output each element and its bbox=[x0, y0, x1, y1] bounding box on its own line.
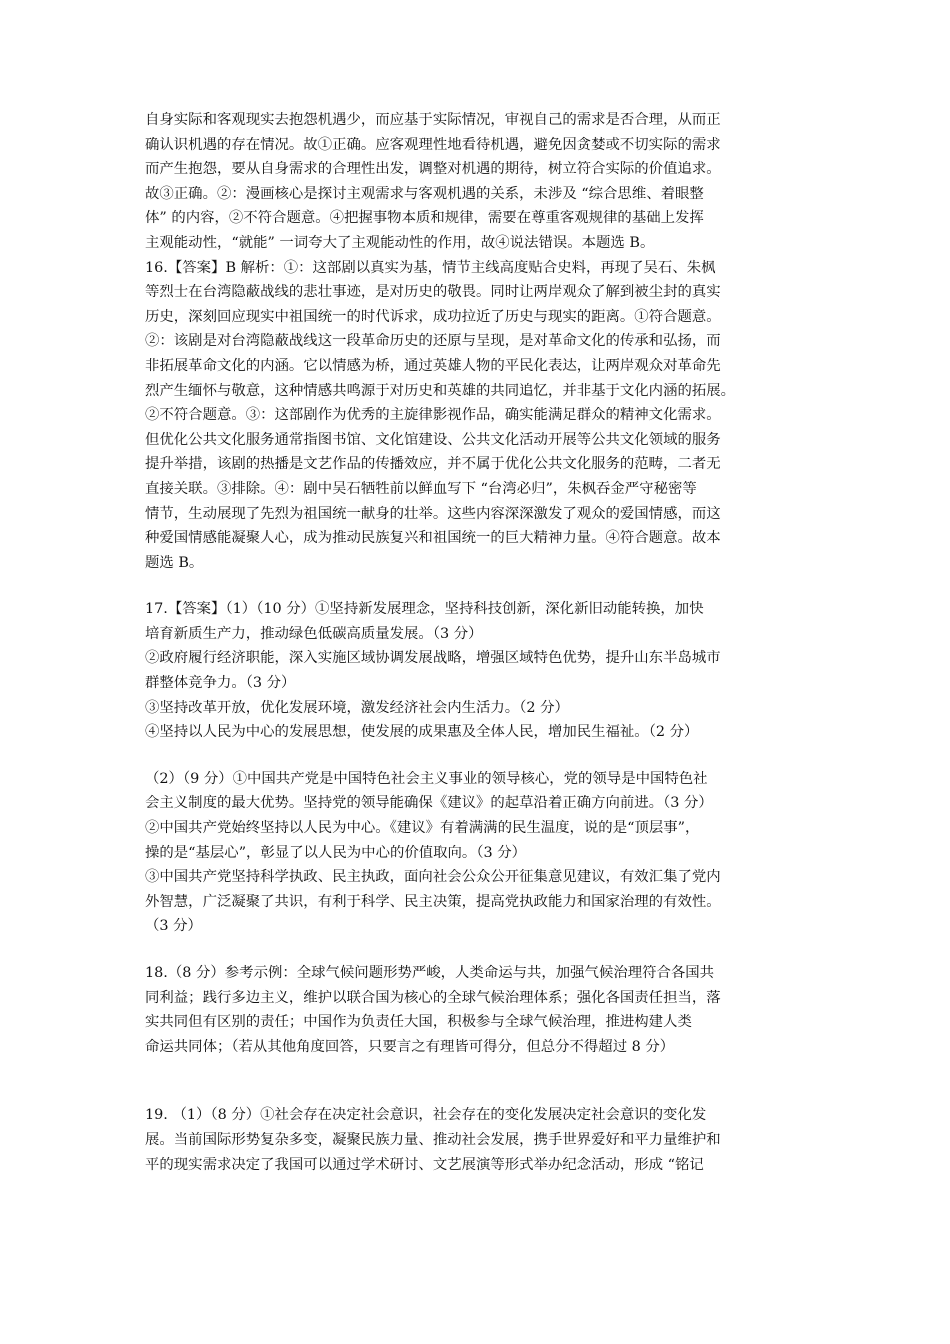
text-line: ③中国共产党坚持科学执政、民主执政，面向社会公众公开征集意见建议，有效汇集了党内 bbox=[145, 869, 721, 886]
text-line: 同利益；践行多边主义，维护以联合国为核心的全球气候治理体系；强化各国责任担当，落 bbox=[145, 989, 721, 1006]
text-line: 题选 B。 bbox=[145, 554, 204, 571]
text-line: 培育新质生产力，推动绿色低碳高质量发展。（3 分） bbox=[145, 625, 483, 642]
document-page bbox=[145, 108, 813, 1177]
text-line: ②不符合题意。③：这部剧作为优秀的主旋律影视作品，确实能满足群众的精神文化需求。 bbox=[145, 407, 721, 424]
text-line: ④坚持以人民为中心的发展思想，使发展的成果惠及全体人民，增加民生福祉。（2 分） bbox=[145, 724, 699, 741]
text-line: 故③正确。②：漫画核心是探讨主观需求与客观机遇的关系，未涉及 “综合思维、着眼整 bbox=[145, 185, 704, 202]
question-17-part-1 bbox=[145, 597, 813, 745]
text-line: 主观能动性，“就能” 一词夸大了主观能动性的作用，故④说法错误。本题选 B。 bbox=[145, 234, 655, 251]
text-line: 直接关联。③排除。④：剧中吴石牺牲前以鲜血写下 “台湾必归”，朱枫吞金严守秘密等 bbox=[145, 480, 697, 497]
text-line: 18.（8 分）参考示例：全球气候问题形势严峻，人类命运与共，加强气候治理符合各国共 bbox=[145, 965, 715, 981]
text-line: 非拓展革命文化的内涵。它以情感为桥，通过英雄人物的平民化表达，让两岸观众对革命先 bbox=[145, 357, 721, 374]
text-line: 展。当前国际形势复杂多变，凝聚民族力量、推动社会发展，携手世界爱好和平力量维护和 bbox=[145, 1131, 721, 1148]
text-line: 而产生抱怨，要从自身需求的合理性出发，调整对机遇的期待，树立符合实际的价值追求。 bbox=[145, 161, 721, 178]
text-line: 19. （1）（8 分）①社会存在决定社会意识，社会存在的变化发展决定社会意识的变化发 bbox=[145, 1107, 707, 1124]
text-line: 17.【答案】（1）（10 分）①坚持新发展理念，坚持科技创新，深化新旧动能转换，加快 bbox=[145, 601, 704, 618]
text-line: 种爱国情感能凝聚人心，成为推动民族复兴和祖国统一的巨大精神力量。④符合题意。故本 bbox=[145, 530, 721, 547]
text-line: ②政府履行经济职能，深入实施区域协调发展战略，增强区域特色优势，提升山东半岛城市 bbox=[145, 650, 721, 667]
text-line: 提升举措，该剧的热播是文艺作品的传播效应，并不属于优化公共文化服务的范畴，二者无 bbox=[145, 456, 721, 473]
text-line: ②中国共产党始终坚持以人民为中心。《建议》有着满满的民生温度，说的是“顶层事”， bbox=[145, 820, 700, 837]
question-19-part-1 bbox=[145, 1103, 813, 1177]
text-line: 实共同但有区别的责任；中国作为负责任大国，积极参与全球气候治理，推进构建人类 bbox=[145, 1014, 692, 1031]
text-line: （3 分） bbox=[145, 918, 202, 935]
text-line: 操的是“基层心”，彰显了以人民为中心的价值取向。（3 分） bbox=[145, 844, 527, 861]
text-line: 确认识机遇的存在情况。故①正确。应客观理性地看待机遇，避免因贪婪或不切实际的需求 bbox=[145, 136, 721, 153]
text-line: ③坚持改革开放，优化发展环境，激发经济社会内生活力。（2 分） bbox=[145, 699, 569, 716]
text-line: 但优化公共文化服务通常指图书馆、文化馆建设、公共文化活动开展等公共文化领域的服务 bbox=[145, 431, 721, 448]
question-17-part-2 bbox=[145, 767, 813, 939]
text-line: 会主义制度的最大优势。坚持党的领导能确保《建议》的起草沿着正确方向前进。（3 分） bbox=[145, 795, 713, 812]
text-line: 平的现实需求决定了我国可以通过学术研讨、文艺展演等形式举办纪念活动，形成 “铭记 bbox=[145, 1156, 704, 1173]
text-line: 命运共同体；（若从其他角度回答，只要言之有理皆可得分，但总分不得超过 8 分） bbox=[145, 1038, 675, 1055]
text-line: 16.【答案】B 解析：①：这部剧以真实为基，情节主线高度贴合史料，再现了吴石、朱枫 bbox=[145, 259, 716, 276]
text-line: 体” 的内容，②不符合题意。④把握事物本质和规律，需要在尊重客观规律的基础上发挥 bbox=[145, 210, 704, 227]
text-line: 情节，生动展现了先烈为祖国统一献身的壮举。这些内容深深激发了观众的爱国情感，而这 bbox=[145, 505, 721, 522]
text-line: 自身实际和客观现实去抱怨机遇少，而应基于实际情况，审视自己的需求是否合理，从而正 bbox=[145, 112, 721, 128]
text-line: 烈产生缅怀与敬意，这种情感共鸣源于对历史和英雄的共同追忆，并非基于文化内涵的拓展。 bbox=[145, 382, 736, 399]
text-line: 等烈士在台湾隐蔽战线的悲壮事迹，是对历史的敬畏。同时让两岸观众了解到被尘封的真实 bbox=[145, 284, 721, 301]
paragraph-15-continued bbox=[145, 108, 813, 256]
text-line: ②：该剧是对台湾隐蔽战线这一段革命历史的还原与呈现，是对革命文化的传承和弘扬，而 bbox=[145, 333, 721, 350]
question-16-answer bbox=[145, 256, 813, 576]
text-line: 外智慧，广泛凝聚了共识，有利于科学、民主决策，提高党执政能力和国家治理的有效性。 bbox=[145, 893, 721, 910]
text-line: 群整体竞争力。（3 分） bbox=[145, 675, 296, 692]
text-line: （2）（9 分）①中国共产党是中国特色社会主义事业的领导核心，党的领导是中国特色社 bbox=[145, 770, 708, 787]
question-18-answer bbox=[145, 961, 813, 1059]
text-line: 历史，深刻回应现实中祖国统一的时代诉求，成功拉近了历史与现实的距离。①符合题意。 bbox=[145, 308, 721, 325]
